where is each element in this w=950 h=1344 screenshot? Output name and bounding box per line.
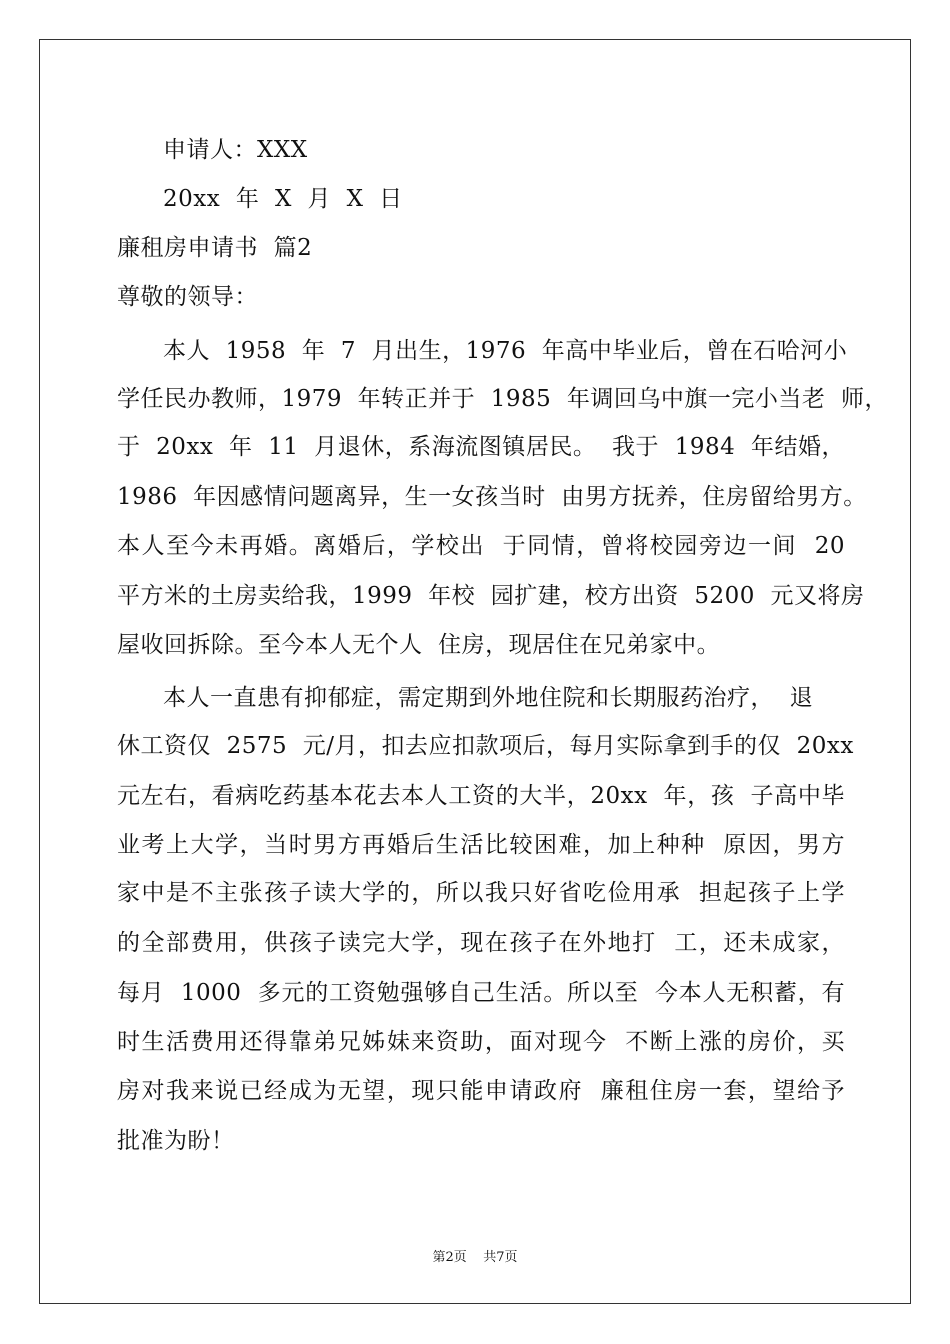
- paragraph2-line: 每月 1000 多元的工资勉强够自己生活。所以至 今本人无积蓄，有: [117, 980, 845, 1006]
- paragraph2-line: 元左右，看病吃药基本花去本人工资的大半，20xx 年，孩 子高中毕: [117, 783, 846, 809]
- date-line: 20xx 年 X 月 X 日: [163, 186, 403, 212]
- paragraph1-line: 本人 1958 年 7 月出生，1976 年高中毕业后，曾在石哈河小: [163, 338, 848, 364]
- page-border: [39, 39, 911, 1304]
- page-number-footer: 第2页 共7页: [432, 1250, 518, 1265]
- applicant-line: 申请人：XXX: [163, 137, 308, 163]
- paragraph2-line: 业考上大学，当时男方再婚后生活比较困难，加上种种 原因，男方: [117, 832, 845, 858]
- salutation: 尊敬的领导：: [117, 284, 258, 310]
- paragraph1-line: 本人至今未再婚。离婚后，学校出 于同情，曾将校园旁边一间 20: [117, 533, 845, 559]
- paragraph2-line: 时生活费用还得靠弟兄姊妹来资助，面对现今 不断上涨的房价，买: [117, 1029, 845, 1055]
- paragraph1-line: 屋收回拆除。至今本人无个人 住房，现居住在兄弟家中。: [117, 632, 721, 658]
- paragraph2-line: 房对我来说已经成为无望，现只能申请政府 廉租住房一套，望给予: [117, 1078, 845, 1104]
- section-title: 廉租房申请书 篇2: [117, 235, 313, 261]
- paragraph1-line: 平方米的土房卖给我，1999 年校 园扩建，校方出资 5200 元又将房: [117, 583, 865, 609]
- paragraph2-line: 批准为盼！: [117, 1128, 235, 1154]
- paragraph1-line: 于 20xx 年 11 月退休，系海流图镇居民。 我于 1984 年结婚，: [117, 434, 845, 460]
- paragraph1-line: 学任民办教师，1979 年转正并于 1985 年调回乌中旗一完小当老 师，: [117, 386, 889, 412]
- paragraph2-line: 家中是不主张孩子读大学的，所以我只好省吃俭用承 担起孩子上学: [117, 880, 845, 906]
- paragraph2-line: 休工资仅 2575 元/月，扣去应扣款项后，每月实际拿到手的仅 20xx: [117, 733, 854, 759]
- paragraph2-line: 的全部费用，供孩子读完大学，现在孩子在外地打 工，还未成家，: [117, 930, 845, 956]
- paragraph2-line: 本人一直患有抑郁症，需定期到外地住院和长期服药治疗， 退: [163, 685, 814, 711]
- paragraph1-line: 1986 年因感情问题离异，生一女孩当时 由男方抚养，住房留给男方。: [117, 484, 867, 510]
